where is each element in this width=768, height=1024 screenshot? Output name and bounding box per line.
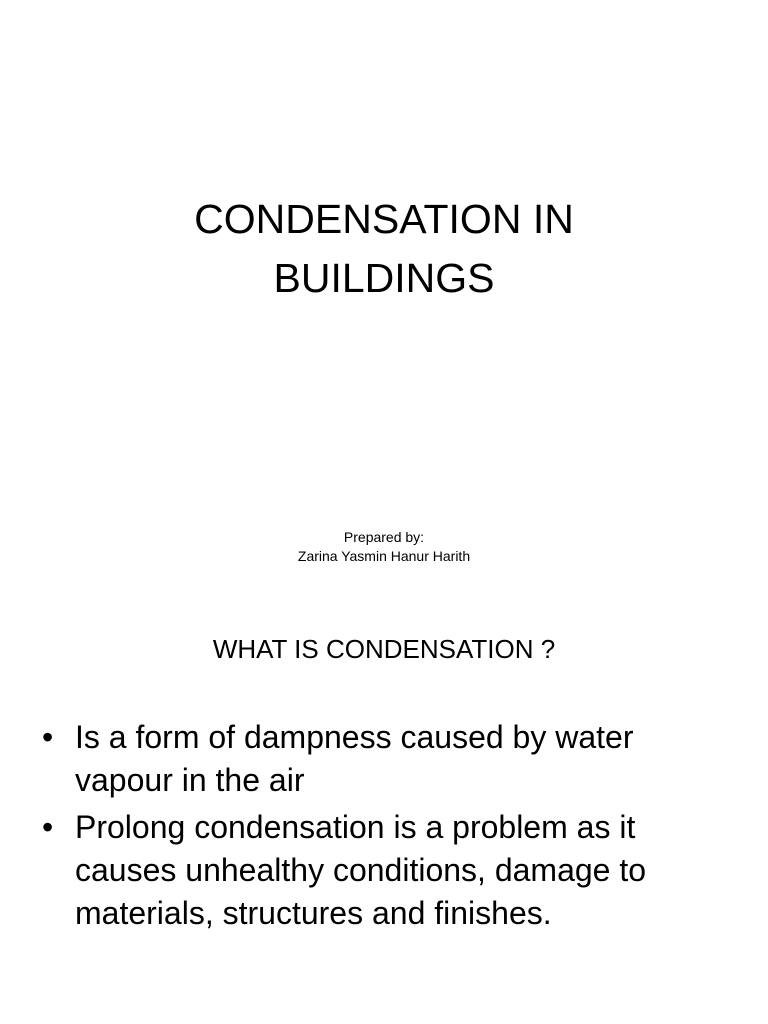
- slide-title-line-2: BUILDINGS: [273, 255, 495, 301]
- bullet-text: Is a form of dampness caused by water vapour in the air: [75, 719, 634, 798]
- content-slide: [0, 600, 768, 1024]
- prepared-by-block: [0, 528, 768, 566]
- section-heading: WHAT IS CONDENSATION ?: [212, 634, 556, 664]
- list-item: [42, 806, 722, 935]
- slide-title-line-1: CONDENSATION IN: [194, 196, 574, 242]
- bullet-list: [42, 716, 722, 939]
- bullet-icon: •: [42, 809, 54, 845]
- bullet-icon: •: [42, 719, 54, 755]
- list-item: [42, 716, 722, 802]
- author-name: Zarina Yasmin Hanur Harith: [297, 548, 471, 564]
- prepared-by-label: Prepared by:: [343, 529, 425, 545]
- bullet-text: Prolong condensation is a problem as it causes unhealthy conditions, damage to materials, structures and finishes.: [75, 809, 647, 931]
- slide-title: [0, 190, 768, 308]
